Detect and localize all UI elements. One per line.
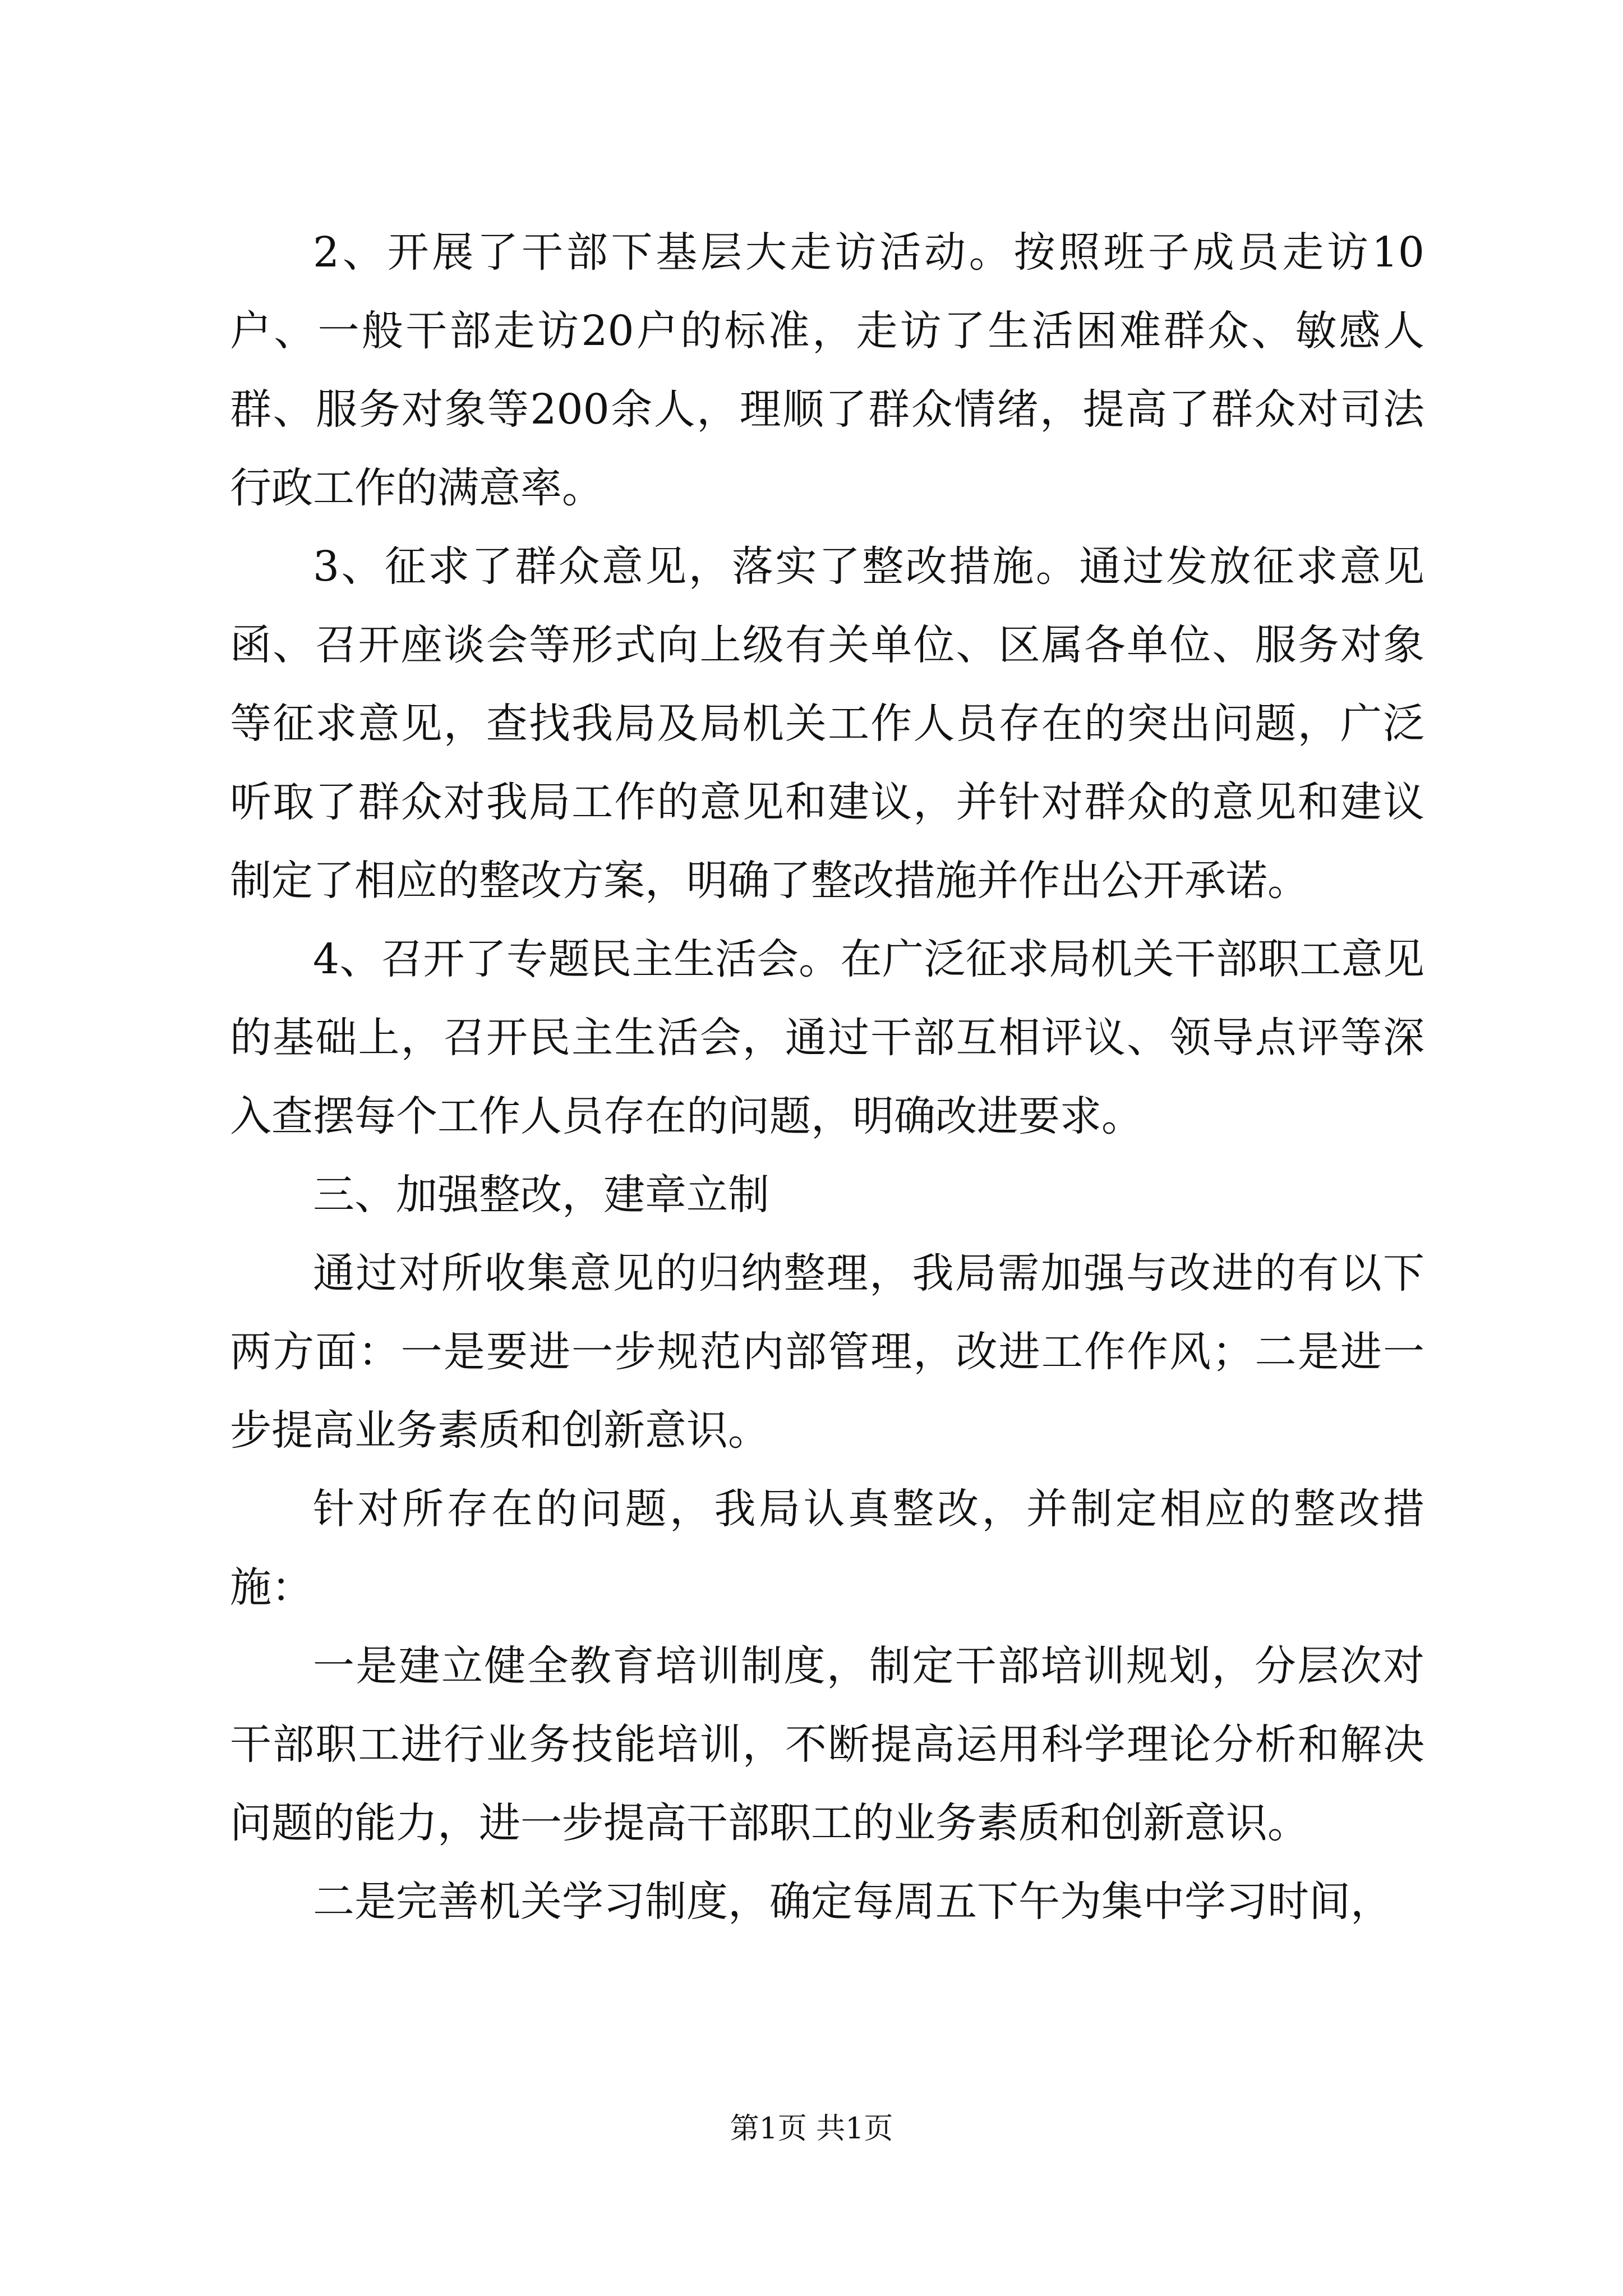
section-heading-rectification: 三、加强整改，建章立制 <box>313 1171 769 1219</box>
paragraph-solicit-opinions: 3、征求了群众意见，落实了整改措施。通过发放征求意见函、召开座谈会等形式向上级有关单位、区属各单位、服务对象等征求意见，查找我局及局机关工作人员存在的突出问题，广泛听取了群众对我局工作的意见和建议，并针对群众的意见和建议制定了相应的整改方案，明确了整改措施并作出公开承诺。 <box>230 542 1424 905</box>
paragraph-measure-one: 一是建立健全教育培训制度，制定干部培训规划，分层次对干部职工进行业务技能培训，不断提高运用科学理论分析和解决问题的能力，进一步提高干部职工的业务素质和创新意识。 <box>230 1642 1424 1847</box>
paragraph-measures-intro: 针对所存在的问题，我局认真整改，并制定相应的整改措施： <box>230 1485 1424 1612</box>
paragraph-measure-two: 二是完善机关学习制度，确定每周五下午为集中学习时间， <box>313 1878 1392 1926</box>
paragraph-democratic-meeting: 4、召开了专题民主生活会。在广泛征求局机关干部职工意见的基础上，召开民主生活会，通过干部互相评议、领导点评等深入查摆每个工作人员存在的问题，明确改进要求。 <box>230 935 1424 1140</box>
paragraph-visit-activity: 2、开展了干部下基层大走访活动。按照班子成员走访10户、一般干部走访20户的标准，走访了生活困难群众、敏感人群、服务对象等200余人，理顺了群众情绪，提高了群众对司法行政工作的满意率。 <box>230 228 1424 512</box>
page-footer: 第1页 共1页 <box>730 2112 893 2146</box>
paragraph-summary: 通过对所收集意见的归纳整理，我局需加强与改进的有以下两方面：一是要进一步规范内部管理，改进工作作风；二是进一步提高业务素质和创新意识。 <box>230 1249 1424 1455</box>
document-body <box>230 213 1424 1941</box>
